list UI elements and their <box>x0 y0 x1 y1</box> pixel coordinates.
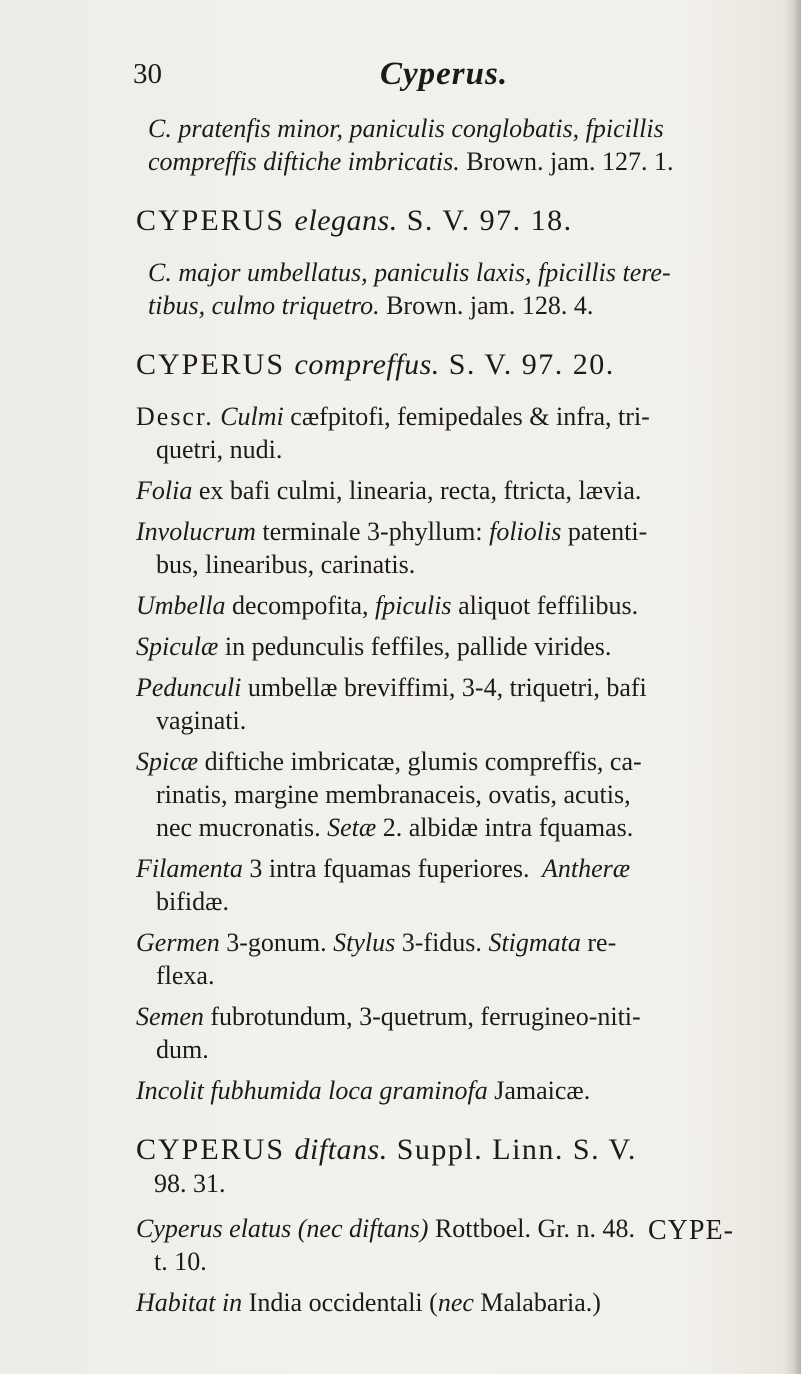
page-edge-shadow <box>783 0 801 1374</box>
culmi-text-2: quetri, nudi. <box>156 435 283 464</box>
elegans-genus: CYPERUS <box>136 204 295 237</box>
compressus-reference: S. V. 97. 20. <box>439 348 615 381</box>
elegans-desc-text-2: tibus, culmo triquetro. <box>148 291 380 320</box>
compressus-filamenta <box>136 852 776 885</box>
spiculae-text: in pedunculis feffiles, pallide virides. <box>218 632 612 661</box>
pedunculi-line-2 <box>136 704 776 737</box>
pratensis-description <box>136 112 776 145</box>
catchword: CYPE- <box>648 1215 734 1246</box>
culmi-text-1: cæfpitofi, femipedales & infra, tri- <box>283 402 650 431</box>
incolit-label: Incolit fubhumida loca graminofa <box>136 1076 488 1105</box>
distans-synonym-line-2 <box>136 1245 776 1278</box>
involucrum-label: Involucrum <box>136 517 256 546</box>
folia-text: ex bafi culmi, linearia, recta, ftricta, lævia. <box>192 476 642 505</box>
elegans-epithet: elegans. <box>294 204 398 237</box>
entry-pratensis <box>136 112 776 178</box>
umbella-label: Umbella <box>136 591 226 620</box>
entry-compressus <box>136 348 776 1107</box>
distans-genus: CYPERUS <box>136 1133 295 1166</box>
pedunculi-text-1: umbellæ breviffimi, 3-4, triquetri, bafi <box>241 673 647 702</box>
incolit-text: Jamaicæ. <box>487 1076 591 1105</box>
filamenta-text: 3 intra fquamas fuperiores. <box>242 854 536 883</box>
spicae-text-3b: 2. albidæ intra fquamas. <box>376 813 634 842</box>
culmi-line-2 <box>136 433 776 466</box>
semen-text-2: dum. <box>156 1035 209 1064</box>
distans-epithet: diftans. <box>294 1133 388 1166</box>
distans-heading <box>136 1133 776 1167</box>
compressus-germen <box>136 926 776 959</box>
stigmata-text-1: re- <box>580 928 617 957</box>
text-body <box>136 112 776 1319</box>
elegans-heading <box>136 204 776 238</box>
entry-elegans <box>136 204 776 322</box>
page-number: 30 <box>133 58 162 90</box>
compressus-epithet: compreffus. <box>294 348 440 381</box>
elegans-desc-line2 <box>136 289 776 322</box>
semen-line-2 <box>136 1033 776 1066</box>
filamenta-label: Filamenta <box>136 854 243 883</box>
antherae-label: Antheræ <box>542 854 631 883</box>
compressus-folia <box>136 474 776 507</box>
spicae-text-2: rinatis, margine membranaceis, ovatis, acutis, <box>156 780 631 809</box>
distans-reference: Suppl. Linn. S. V. <box>387 1133 637 1166</box>
running-title: Cyperus. <box>380 56 509 92</box>
compressus-spiculae <box>136 630 776 663</box>
spiculae-label: Spiculæ <box>136 632 219 661</box>
pratensis-line2-text: compreffis diftiche imbricatis. <box>148 147 460 176</box>
involucrum-line-2 <box>136 548 776 581</box>
umbella-text-2: aliquot feffilibus. <box>451 591 639 620</box>
folia-label: Folia <box>136 476 193 505</box>
compressus-umbella <box>136 589 776 622</box>
germen-line-2 <box>136 959 776 992</box>
spicae-line-3 <box>136 811 776 844</box>
compressus-involucrum <box>136 515 776 548</box>
germen-text: 3-gonum. <box>219 928 334 957</box>
habitat-nec: nec <box>437 1288 474 1317</box>
spicae-text-1: diftiche imbricatæ, glumis compreffis, ca- <box>198 747 642 776</box>
stigmata-label: Stigmata <box>488 928 581 957</box>
spicae-label: Spicæ <box>136 747 199 776</box>
distans-synonym-ref-1: Rottboel. Gr. n. 48. <box>428 1214 636 1243</box>
elegans-reference: S. V. 97. 18. <box>397 204 573 237</box>
pedunculi-text-2: vaginati. <box>156 706 247 735</box>
distans-reference-2: 98. 31. <box>154 1169 226 1198</box>
compressus-heading <box>136 348 776 382</box>
stigmata-text-2: flexa. <box>156 961 215 990</box>
compressus-culmi <box>136 400 776 433</box>
pratensis-line2 <box>136 145 776 178</box>
spicae-text-3a: nec mucronatis. <box>156 813 328 842</box>
distans-heading-line-2 <box>136 1167 776 1200</box>
elegans-desc-reference: Brown. jam. 128. 4. <box>379 291 594 320</box>
habitat-text-2: Malabaria.) <box>473 1288 601 1317</box>
elegans-desc-line1 <box>136 256 776 289</box>
foliolis-label: foliolis <box>489 517 562 546</box>
germen-label: Germen <box>136 928 220 957</box>
distans-synonym-name: Cyperus elatus (nec diftans) <box>136 1214 429 1243</box>
involucrum-text-3: bus, linearibus, carinatis. <box>156 550 416 579</box>
habitat-label: Habitat in <box>136 1288 243 1317</box>
semen-label: Semen <box>136 1002 204 1031</box>
stylus-label: Stylus <box>333 928 396 957</box>
involucrum-text-2: patenti- <box>561 517 648 546</box>
involucrum-text-1: terminale 3-phyllum: <box>255 517 490 546</box>
filamenta-text-2: bifidæ. <box>156 887 229 916</box>
elegans-desc-text-1: C. major umbellatus, paniculis laxis, fpicillis tere- <box>148 258 671 287</box>
distans-habitat <box>136 1286 776 1319</box>
compressus-spicae <box>136 745 776 778</box>
stylus-text: 3-fidus. <box>395 928 489 957</box>
compressus-incolit <box>136 1074 776 1107</box>
pedunculi-label: Pedunculi <box>136 673 242 702</box>
page-header <box>0 58 801 98</box>
descr-label: Descr. <box>136 402 214 431</box>
distans-synonym-ref-2: t. 10. <box>154 1247 207 1276</box>
habitat-text-1: India occidentali ( <box>242 1288 438 1317</box>
compressus-pedunculi <box>136 671 776 704</box>
spicae-line-2 <box>136 778 776 811</box>
filamenta-line-2 <box>136 885 776 918</box>
semen-text-1: fubrotundum, 3-quetrum, ferrugineo-niti- <box>203 1002 641 1031</box>
pratensis-reference: Brown. jam. 127. 1. <box>459 147 674 176</box>
umbella-text-1: decompofita, <box>225 591 375 620</box>
compressus-genus: CYPERUS <box>136 348 295 381</box>
spiculis-label: fpiculis <box>375 591 452 620</box>
compressus-semen <box>136 1000 776 1033</box>
pratensis-line1: C. pratenfis minor, paniculis conglobatis, fpicillis <box>148 114 664 143</box>
culmi-label: Culmi <box>220 402 284 431</box>
setae-label: Setæ <box>327 813 377 842</box>
